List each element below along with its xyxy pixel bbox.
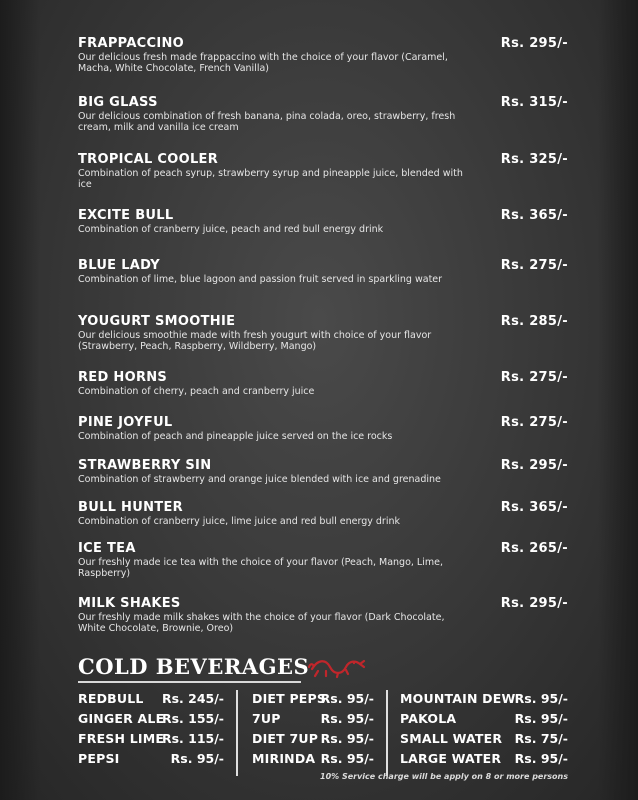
item-price: Rs. 285/- (500, 314, 568, 329)
menu-item (78, 208, 568, 235)
menu-item (78, 152, 568, 190)
item-description: Combination of cranberry juice, lime juice and red bull energy drink (78, 516, 400, 527)
beverage-price: Rs. 245/- (161, 691, 224, 706)
beverage-name: SMALL WATER (400, 731, 503, 746)
beverage-price: Rs. 95/- (320, 691, 374, 706)
item-description: Combination of lime, blue lagoon and passion fruit served in sparkling water (78, 274, 443, 285)
dragon-icon (308, 655, 366, 679)
item-description: Combination of strawberry and orange juice blended with ice and grenadine (78, 474, 441, 485)
beverage-name: PEPSI (78, 751, 120, 766)
item-name: BIG GLASS (78, 95, 158, 110)
item-description: Combination of peach syrup, strawberry syrup and pineapple juice, blended with ice (78, 168, 463, 190)
menu-item (78, 95, 568, 133)
item-price: Rs. 365/- (500, 500, 568, 515)
menu-item (78, 36, 568, 74)
item-price: Rs. 275/- (500, 258, 568, 273)
beverage-price: Rs. 95/- (320, 751, 374, 766)
item-description: Combination of peach and pineapple juice served on the ice rocks (78, 431, 393, 442)
beverage-name: 7UP (252, 711, 281, 726)
item-price: Rs. 315/- (500, 95, 568, 110)
beverage-price: Rs. 95/- (170, 751, 224, 766)
beverage-name: LARGE WATER (400, 751, 502, 766)
left-shadow (0, 0, 40, 800)
menu-item (78, 415, 568, 442)
item-description: Our freshly made ice tea with the choice of your flavor (Peach, Mango, Lime, Raspberry) (78, 557, 443, 579)
item-description: Our freshly made milk shakes with the choice of your flavor (Dark Chocolate, White Chocolate, Brownie, Oreo) (78, 612, 445, 634)
item-name: ICE TEA (78, 541, 136, 556)
item-name: EXCITE BULL (78, 208, 174, 223)
item-price: Rs. 295/- (500, 36, 568, 51)
beverage-name: DIET 7UP (252, 731, 319, 746)
item-price: Rs. 295/- (500, 458, 568, 473)
item-price: Rs. 325/- (500, 152, 568, 167)
beverage-price: Rs. 95/- (320, 731, 374, 746)
item-price: Rs. 275/- (500, 370, 568, 385)
item-description: Combination of cranberry juice, peach and red bull energy drink (78, 224, 384, 235)
item-name: BLUE LADY (78, 258, 160, 273)
item-name: MILK SHAKES (78, 596, 181, 611)
right-shadow (598, 0, 638, 800)
menu-item (78, 541, 568, 579)
item-price: Rs. 275/- (500, 415, 568, 430)
menu-item (78, 500, 568, 527)
item-name: YOUGURT SMOOTHIE (78, 314, 236, 329)
item-name: TROPICAL COOLER (78, 152, 219, 167)
item-name: RED HORNS (78, 370, 168, 385)
beverage-price: Rs. 75/- (514, 731, 568, 746)
beverage-name: DIET PEPS (252, 691, 327, 706)
beverage-price: Rs. 95/- (320, 711, 374, 726)
item-price: Rs. 365/- (500, 208, 568, 223)
column-divider (236, 690, 238, 776)
beverage-price: Rs. 95/- (514, 751, 568, 766)
beverage-name: MIRINDA (252, 751, 316, 766)
section-title: COLD BEVERAGES (78, 654, 310, 679)
beverage-name: FRESH LIME (78, 731, 165, 746)
beverage-price: Rs. 95/- (514, 711, 568, 726)
item-name: BULL HUNTER (78, 500, 183, 515)
beverage-name: PAKOLA (400, 711, 457, 726)
title-underline (78, 681, 301, 683)
menu-item (78, 314, 568, 352)
item-description: Our delicious smoothie made with fresh yougurt with choice of your flavor (Strawberry, Peach, Raspberry, Wildberry, Mango) (78, 330, 432, 352)
item-description: Our delicious fresh made frappaccino with the choice of your flavor (Caramel, Macha, White Chocolate, French Vanilla) (78, 52, 448, 74)
beverage-price: Rs. 95/- (514, 691, 568, 706)
beverage-name: GINGER ALE (78, 711, 165, 726)
beverage-price: Rs. 115/- (161, 731, 224, 746)
beverage-name: MOUNTAIN DEW (400, 691, 516, 706)
menu-item (78, 370, 568, 397)
menu-item (78, 258, 568, 285)
service-charge-note: 10% Service charge will be apply on 8 or more persons (320, 772, 568, 781)
item-description: Combination of cherry, peach and cranberry juice (78, 386, 315, 397)
beverage-name: REDBULL (78, 691, 144, 706)
item-price: Rs. 295/- (500, 596, 568, 611)
item-description: Our delicious combination of fresh banana, pina colada, oreo, strawberry, fresh cream, milk and vanilla ice cream (78, 111, 456, 133)
item-name: PINE JOYFUL (78, 415, 173, 430)
item-name: FRAPPACCINO (78, 36, 185, 51)
beverage-price: Rs. 155/- (161, 711, 224, 726)
menu-item (78, 458, 568, 485)
item-name: STRAWBERRY SIN (78, 458, 212, 473)
menu-item (78, 596, 568, 634)
item-price: Rs. 265/- (500, 541, 568, 556)
column-divider (386, 690, 388, 776)
